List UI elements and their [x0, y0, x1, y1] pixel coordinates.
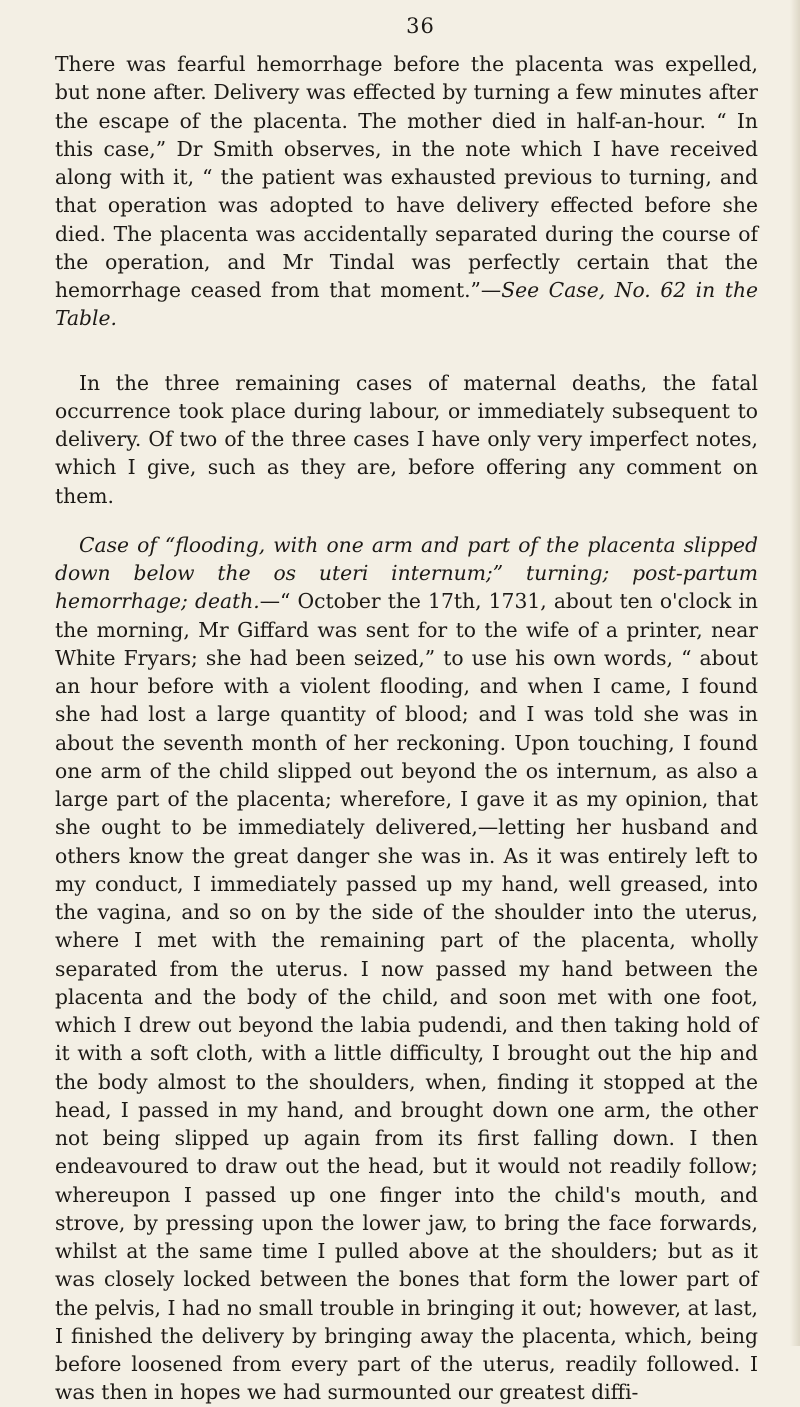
- page-edge-shadow: [790, 0, 800, 1346]
- paragraph-hemorrhage-case: [55, 50, 758, 333]
- paragraph-text: In the three remaining cases of maternal deaths, the fatal occurrence took place during labour, or immediately subsequent to delivery. Of two of the three cases I have only very imperfect notes, which I give, such as they are, before offering any comment on them.: [55, 370, 758, 508]
- paragraph-case-flooding: [55, 531, 758, 1407]
- paragraph-maternal-deaths: [55, 369, 758, 510]
- case-heading: Case of “flooding, with one arm and part of the placenta slipped down below the os uteri internum;” turning; post-partum hemorrhage; death.: [55, 532, 758, 614]
- paragraph-text: There was fearful hemorrhage before the placenta was expelled, but none after. Delivery was effected by turning a few minutes after the escape of the placenta. The mother died in half-an-hour. “ In this case,” Dr Smith observes, in the note which I have received along with it, “ the patient was exhausted previous to turning, and that operation was adopted to have delivery effected before she died. The placenta was accidentally separated during the course of the operation, and Mr Tindal was perfectly certain that the hemorrhage ceased from that moment.”—: [55, 52, 758, 302]
- table-reference: See Case, No. 62 in the Table.: [55, 278, 759, 331]
- case-narrative: —“ October the 17th, 1731, about ten o'clock in the morning, Mr Giffard was sent for to the wife of a printer, near White Fryars; she had been seized,” to use his own words, “ about an hour before with a violent flooding, and when I came, I found she had lost a large quantity of blood; and I was told she was in about the seventh month of her reckoning. Upon touching, I found one arm of the child slipped out beyond the os internum, as also a large part of the placenta; wherefore, I gave it as my opinion, that she ought to be immediately delivered,—letting her husband and others know the great danger she was in. As it was entirely left to my conduct, I immediately passed up my hand, well greased, into the vagina, and so on by the side of the shoulder into the uterus, where I met with the remaining part of the placenta, wholly separated from the uterus. I now passed my hand between the placenta and the body of the child, and soon met with one foot, which I drew out beyond the labia pudendi, and then taking hold of it with a soft cloth, with a little difficulty, I brought out the hip and the body almost to the shoulders, when, finding it stopped at the head, I passed in my hand, and brought down one arm, the other not being slipped up again from its first falling down. I then endeavoured to draw out the head, but it would not readily follow; whereupon I passed up one finger into the child's mouth, and strove, by pressing upon the lower jaw, to bring the face forwards, whilst at the same time I pulled above at the shoulders; but as it was closely locked between the bones that form the lower part of the pelvis, I had no small trouble in bringing it out; however, at last, I finished the delivery by bringing away the placenta, which, being before loosened from every part of the uterus, readily followed. I was then in hopes we had surmounted our greatest diffi-: [55, 589, 758, 1405]
- page-number: 36: [406, 14, 435, 38]
